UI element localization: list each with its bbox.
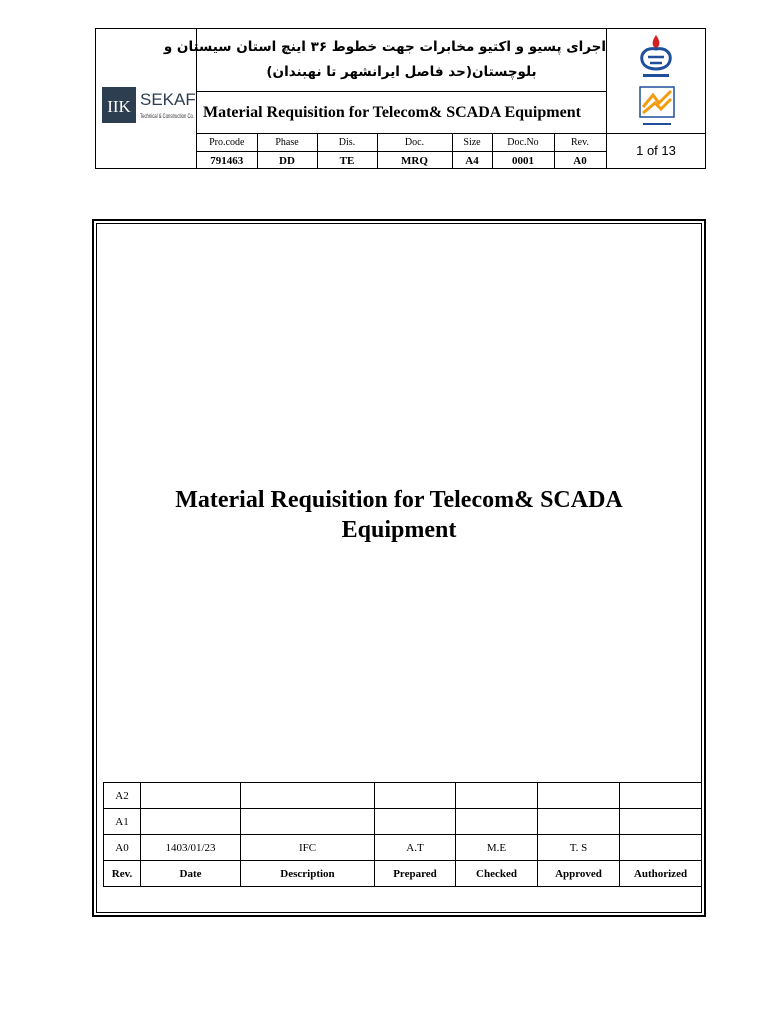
revision-cell — [141, 783, 241, 809]
code-value-cell: A0 — [554, 152, 606, 170]
cover-title — [97, 485, 701, 545]
revision-cell — [620, 835, 702, 861]
revision-cell — [456, 809, 538, 835]
code-header-cell: Doc.No — [492, 134, 554, 152]
sekaf-monogram: IIK — [107, 97, 131, 116]
persian-title-line2: بلوچستان(حد فاصل ایرانشهر تا نهبندان) — [266, 64, 537, 80]
gas-company-logo-icon — [637, 85, 677, 129]
revision-cell: T. S — [538, 835, 620, 861]
revision-table — [103, 782, 702, 887]
client-logos — [607, 29, 705, 134]
revision-cell — [375, 809, 456, 835]
code-header-cell: Doc. — [377, 134, 452, 152]
sekaf-name: SEKAF — [140, 90, 196, 109]
revision-header-cell: Description — [241, 861, 375, 887]
page-number: 1 of 13 — [636, 143, 676, 158]
revision-cell: 1403/01/23 — [141, 835, 241, 861]
revision-header-row — [104, 861, 702, 887]
revision-cell — [538, 809, 620, 835]
cover-frame — [92, 219, 706, 917]
persian-title-line1: اجرای پسیو و اکتیو مخابرات جهت خطوط ۳۶ اینچ استان سیستان و — [163, 39, 606, 55]
code-header-cell: Size — [452, 134, 492, 152]
revision-header-cell: Approved — [538, 861, 620, 887]
revision-cell — [241, 809, 375, 835]
code-value-cell: A4 — [452, 152, 492, 170]
revision-cell: A2 — [104, 783, 141, 809]
code-header-cell: Phase — [257, 134, 317, 152]
revision-cell: M.E — [456, 835, 538, 861]
cover-title-line1: Material Requisition for Telecom& SCADA — [175, 487, 623, 513]
revision-cell — [375, 783, 456, 809]
revision-cell: IFC — [241, 835, 375, 861]
revision-cell — [241, 783, 375, 809]
code-table-value-row — [197, 152, 606, 170]
document-header — [95, 28, 706, 169]
code-table-header-row — [197, 134, 606, 152]
english-document-title: Material Requisition for Telecom& SCADA Equipment — [197, 92, 606, 134]
sekaf-logo-icon — [102, 85, 194, 125]
cover-frame-inner — [96, 223, 702, 913]
code-header-cell: Rev. — [554, 134, 606, 152]
revision-cell: A0 — [104, 835, 141, 861]
code-header-cell: Dis. — [317, 134, 377, 152]
revision-cell — [456, 783, 538, 809]
revision-cell: A1 — [104, 809, 141, 835]
nioc-logo-icon — [635, 33, 677, 81]
revision-header-cell: Authorized — [620, 861, 702, 887]
revision-header-cell: Date — [141, 861, 241, 887]
revision-cell — [141, 809, 241, 835]
revision-row-a0 — [104, 835, 702, 861]
revision-header-cell: Checked — [456, 861, 538, 887]
revision-cell: A.T — [375, 835, 456, 861]
client-logo-cell — [606, 29, 705, 168]
revision-row-a1 — [104, 809, 702, 835]
code-value-cell: 791463 — [197, 152, 257, 170]
revision-row-a2 — [104, 783, 702, 809]
sekaf-subtitle: Technical & Construction Co. — [140, 114, 195, 120]
cover-title-line2: Equipment — [341, 517, 457, 543]
document-code-table — [197, 134, 607, 169]
code-value-cell: DD — [257, 152, 317, 170]
revision-cell — [620, 809, 702, 835]
persian-project-title — [163, 29, 606, 92]
code-value-cell: 0001 — [492, 152, 554, 170]
code-value-cell: MRQ — [377, 152, 452, 170]
revision-header-cell: Rev. — [104, 861, 141, 887]
revision-header-cell: Prepared — [375, 861, 456, 887]
code-value-cell: TE — [317, 152, 377, 170]
code-header-cell: Pro.code — [197, 134, 257, 152]
revision-cell — [538, 783, 620, 809]
revision-cell — [620, 783, 702, 809]
